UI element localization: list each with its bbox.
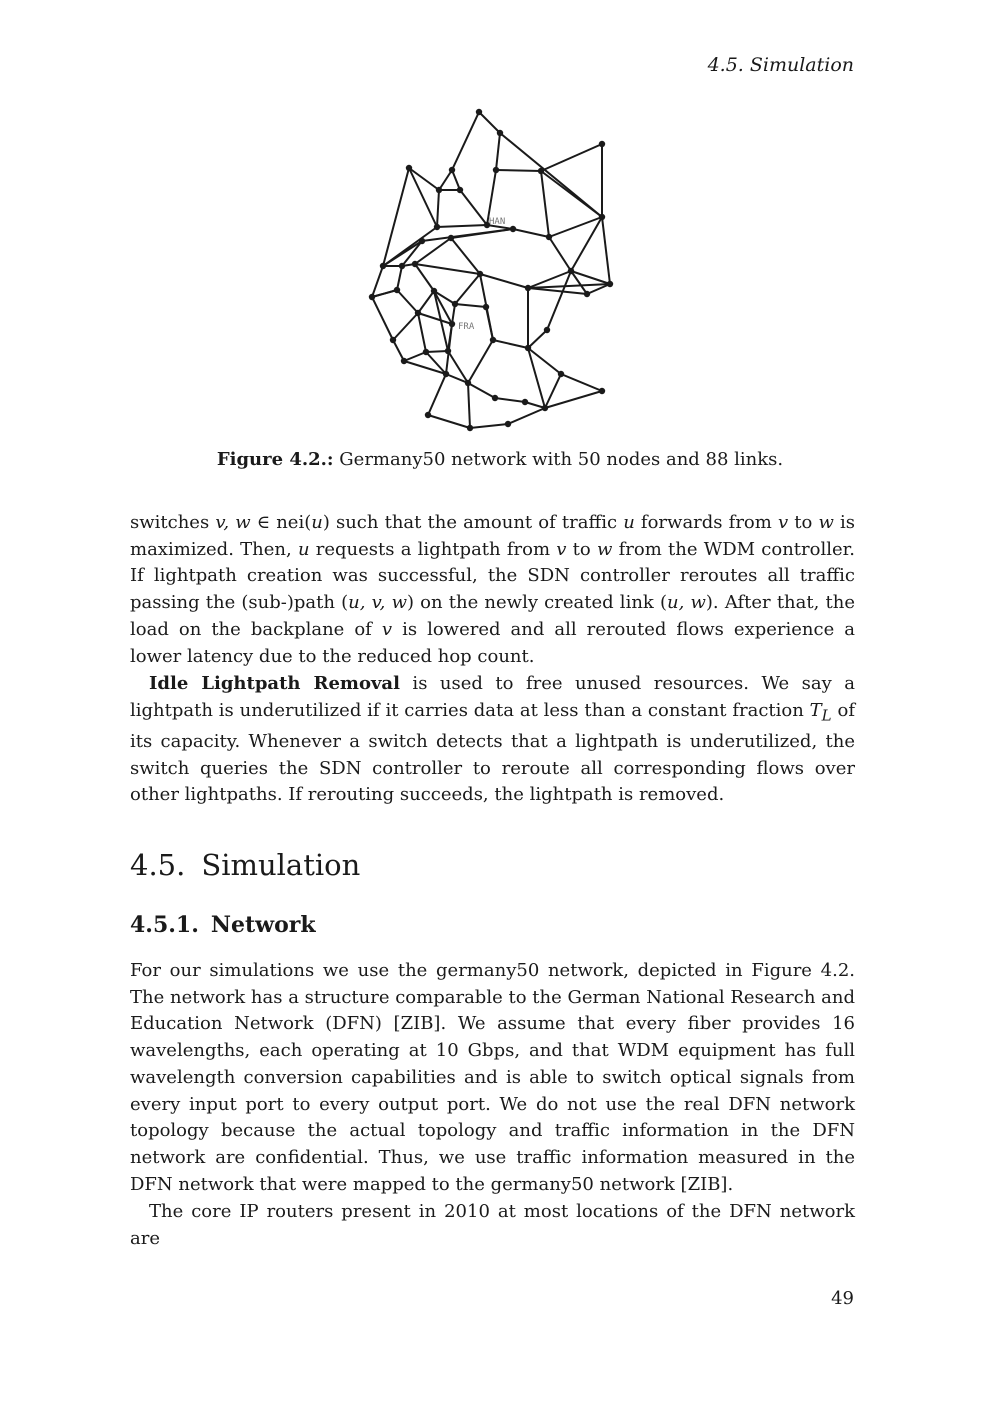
paragraph-core-ip-routers: The core IP routers present in 2010 at most locations of the DFN network are — [130, 1201, 855, 1249]
network-link — [541, 144, 602, 171]
network-node — [449, 167, 455, 173]
network-link — [541, 171, 602, 217]
network-node — [431, 288, 437, 294]
network-link — [496, 133, 500, 170]
network-node — [538, 168, 544, 174]
network-link — [468, 383, 470, 428]
network-figure — [0, 0, 1000, 440]
network-node — [448, 235, 454, 241]
page-number: 49 — [831, 1288, 854, 1309]
network-link — [602, 217, 610, 284]
network-link — [393, 340, 404, 361]
network-node — [425, 412, 431, 418]
network-node — [399, 263, 405, 269]
text-run: ). After that, the load on the backplane of — [130, 592, 855, 640]
network-link — [422, 229, 513, 241]
network-node — [497, 130, 503, 136]
network-link — [455, 274, 480, 304]
network-link — [409, 168, 437, 227]
network-link — [528, 348, 545, 408]
text-run: forwards from — [634, 512, 778, 533]
network-link — [571, 271, 610, 284]
network-node — [457, 187, 463, 193]
network-link — [495, 398, 525, 402]
network-node — [380, 263, 386, 269]
subsection-title: Network — [210, 912, 316, 938]
text-run: to — [788, 512, 819, 533]
network-link — [549, 237, 571, 271]
network-node — [394, 287, 400, 293]
network-link — [452, 170, 460, 190]
germany50-network-graph — [0, 0, 1000, 440]
network-node — [568, 268, 574, 274]
subsection-number: 4.5.1. — [130, 912, 199, 938]
network-link — [470, 424, 508, 428]
network-node — [493, 167, 499, 173]
network-link — [437, 190, 439, 227]
text-run: from the WDM controller. If lightpath creation was successful, the SDN controller reroutes all traffic passing the (sub-)path ( — [130, 538, 855, 614]
network-node — [412, 261, 418, 267]
network-link — [508, 408, 545, 424]
text-run: to — [566, 538, 597, 560]
network-link — [549, 217, 602, 237]
network-node — [476, 109, 482, 115]
network-link — [397, 266, 402, 290]
math-run: v — [381, 618, 393, 640]
node-label-han: HAN — [489, 217, 506, 227]
subsection-heading — [130, 912, 316, 938]
running-header: 4.5. Simulation — [707, 54, 854, 76]
math-subscript: L — [821, 706, 832, 725]
network-node — [558, 371, 564, 377]
network-node — [415, 310, 421, 316]
network-link — [528, 348, 561, 374]
network-link — [393, 313, 418, 340]
network-link — [418, 313, 426, 352]
text-run: is maximized. Then, — [130, 512, 856, 560]
math-run: v, w — [215, 512, 251, 533]
network-link — [545, 391, 602, 408]
network-node — [584, 291, 590, 297]
text-run: switches — [130, 512, 216, 533]
network-node — [406, 165, 412, 171]
network-link — [415, 264, 480, 274]
math-run: w — [596, 538, 613, 560]
network-node — [490, 337, 496, 343]
network-node — [510, 226, 516, 232]
network-link — [480, 274, 528, 288]
text-run: is used to free unused resources. We say a lightpath is underutilized if it carries data at less than a constant fraction — [130, 673, 855, 721]
network-link — [418, 291, 434, 313]
paragraph-lightpath-creation — [130, 510, 855, 670]
text-run: of its capacity. Whenever a switch detects that a lightpath is underutilized, the switch queries the SDN controller to reroute all corresponding flows over other lightpaths. If rerouting succeeds, the lightpath is removed. — [130, 699, 855, 806]
network-link — [426, 351, 448, 352]
network-node — [492, 395, 498, 401]
network-link — [468, 383, 495, 398]
network-node — [542, 405, 548, 411]
network-node — [436, 187, 442, 193]
network-link — [571, 217, 602, 271]
network-link — [372, 297, 393, 340]
math-run: u, w — [667, 592, 706, 614]
math-run: v — [777, 512, 789, 533]
network-node — [452, 301, 458, 307]
section-heading — [130, 848, 360, 882]
network-link — [561, 374, 602, 391]
math-run: u — [311, 512, 323, 533]
paragraph-idle-lightpath-removal — [130, 671, 855, 809]
network-node — [477, 271, 483, 277]
network-link — [460, 190, 487, 225]
network-node — [599, 141, 605, 147]
network-node — [465, 380, 471, 386]
network-node — [401, 358, 407, 364]
network-node — [599, 214, 605, 220]
math-run: u, v, w — [348, 592, 407, 614]
network-link — [404, 352, 426, 361]
network-node — [369, 294, 375, 300]
network-node — [434, 224, 440, 230]
figure-caption — [0, 449, 1000, 470]
caption-text: Germany50 network with 50 nodes and 88 links. — [339, 449, 784, 470]
network-link — [397, 290, 418, 313]
network-node — [443, 371, 449, 377]
network-link — [437, 225, 487, 227]
text-run: is lowered and all rerouted flows experience a lower latency due to the reduced hop count. — [130, 618, 855, 667]
text-run: requests a lightpath from — [309, 538, 557, 560]
network-link — [372, 290, 397, 297]
network-node — [522, 399, 528, 405]
section-number: 4.5. — [130, 848, 186, 882]
node-label-fra: FRA — [458, 322, 475, 332]
network-node — [525, 345, 531, 351]
network-link — [528, 288, 587, 294]
math-run: w — [818, 512, 834, 533]
network-node — [546, 234, 552, 240]
math-run: v — [556, 538, 567, 560]
network-link — [541, 171, 549, 237]
network-link — [486, 307, 493, 340]
network-link — [513, 229, 549, 237]
network-node — [599, 388, 605, 394]
network-link — [372, 266, 383, 297]
network-node — [449, 321, 455, 327]
network-link — [479, 112, 500, 133]
network-link — [428, 374, 446, 415]
network-link — [528, 330, 547, 348]
network-node — [544, 327, 550, 333]
network-node — [525, 285, 531, 291]
network-node — [445, 348, 451, 354]
network-link — [428, 415, 470, 428]
network-node — [505, 421, 511, 427]
network-link — [451, 238, 480, 274]
math-run: T — [809, 699, 822, 721]
text-run: ) on the newly created link ( — [406, 592, 668, 614]
network-node — [419, 238, 425, 244]
text-run: ) such that the amount of traffic — [322, 512, 624, 533]
term-idle-lightpath-removal: Idle Lightpath Removal — [149, 673, 400, 694]
network-link — [528, 284, 610, 288]
network-link — [496, 170, 541, 171]
math-run: u — [623, 512, 635, 533]
network-link — [452, 112, 479, 170]
network-node — [607, 281, 613, 287]
network-link — [493, 340, 528, 348]
paragraph-network-description: For our simulations we use the germany50 network, depicted in Figure 4.2. The network has a structure comparable to the German National Research and Education Network (DFN) [ZIB]. We assume that every fiber provides 16 wavelengths, each operating at 10 Gbps, and that WDM equipment has full wavelength conversion capabilities and is able to switch optical signals from every input port to every output port. We do not use the real DFN network topology because the actual topology and traffic information in the DFN network are confidential. Thus, we use traffic information measured in the DFN network that were mapped to the germany50 network [ZIB]. — [130, 960, 855, 1195]
network-node — [467, 425, 473, 431]
network-link — [415, 264, 434, 291]
network-link — [468, 340, 493, 383]
network-node — [390, 337, 396, 343]
section-title: Simulation — [201, 848, 361, 882]
network-link — [439, 170, 452, 190]
text-run: ∈ nei( — [250, 512, 312, 533]
network-link — [545, 374, 561, 408]
network-node — [423, 349, 429, 355]
caption-label: Figure 4.2.: — [216, 449, 334, 470]
math-run: u — [297, 538, 310, 560]
network-node — [483, 304, 489, 310]
network-link — [455, 304, 486, 307]
